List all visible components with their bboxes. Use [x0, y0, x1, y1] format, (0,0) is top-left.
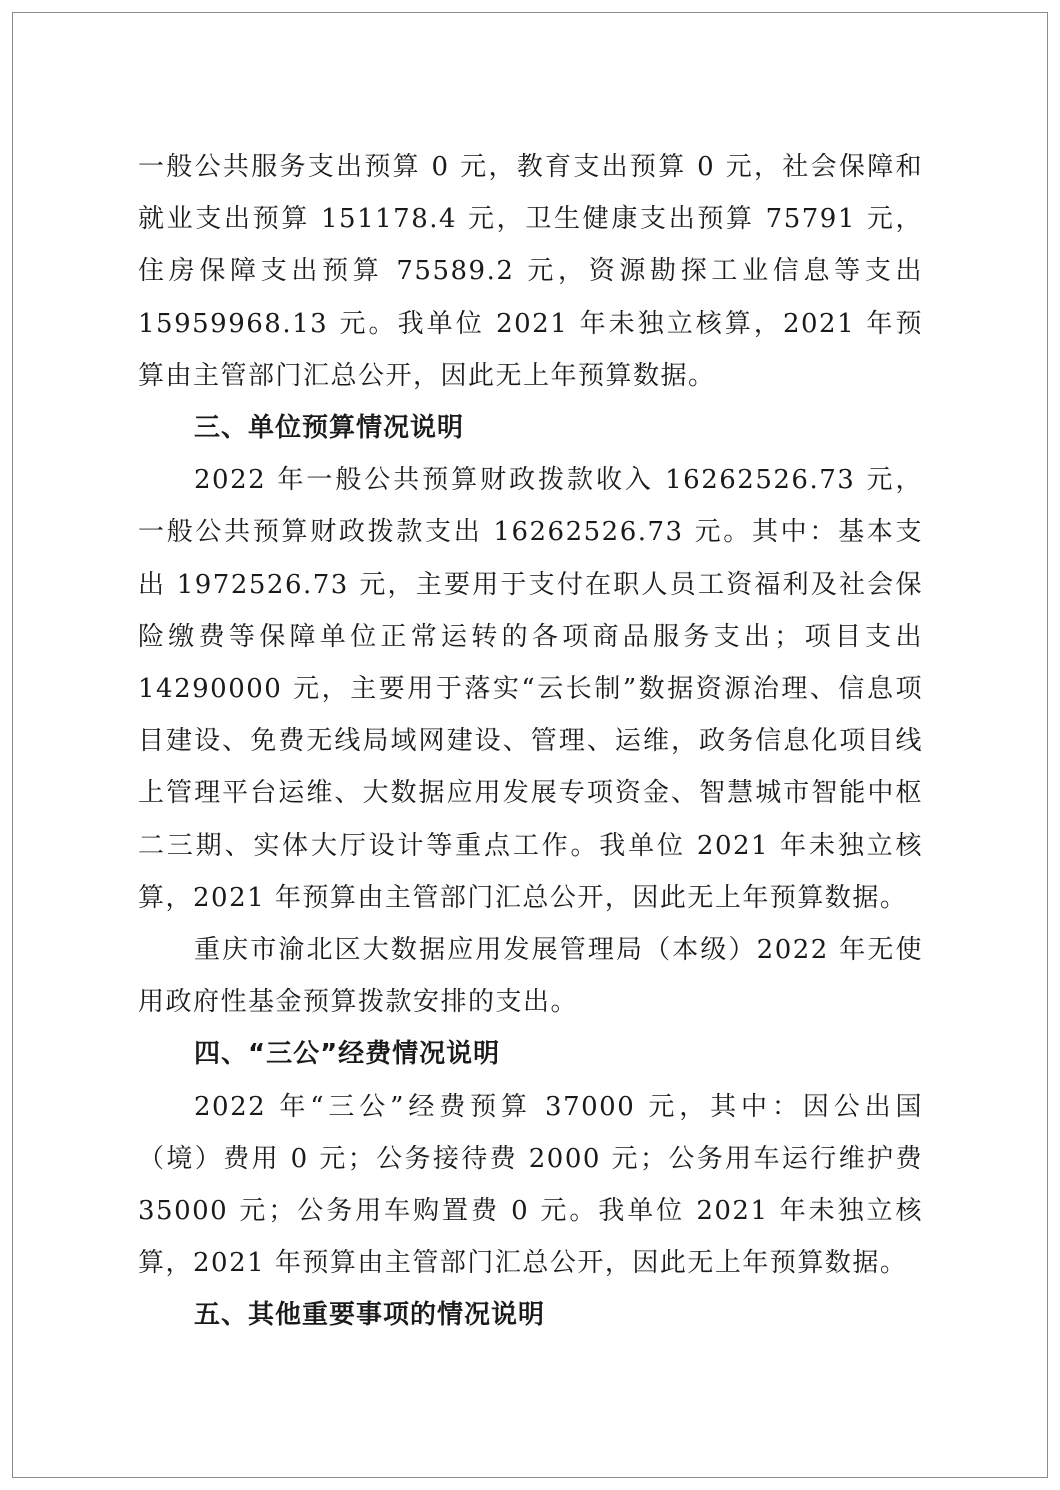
document-body	[138, 141, 923, 1342]
section-heading-5: 五、其他重要事项的情况说明	[194, 1300, 546, 1331]
section-heading-4: 四、“三公”经费情况说明	[194, 1039, 501, 1070]
paragraph-government-fund: 重庆市渝北区大数据应用发展管理局（本级）2022 年无使用政府性基金预算拨款安排的支出。	[138, 935, 923, 1018]
paragraph-unit-budget: 2022 年一般公共预算财政拨款收入 16262526.73 元，一般公共预算财政拨款支出 16262526.73 元。其中：基本支出 1972526.73 元，主要用于支付在职人员工资福利及社会保险缴费等保障单位正常运转的各项商品服务支出；项目支出 14290000 元，主要用于落实“云长制”数据资源治理、信息项目建设、免费无线局域网建设、管理、运维，政务信息化项目线上管理平台运维、大数据应用发展专项资金、智慧城市智能中枢二三期、实体大厅设计等重点工作。我单位 2021 年未独立核算，2021 年预算由主管部门汇总公开，因此无上年预算数据。	[138, 465, 923, 913]
paragraph-expenditure-summary: 一般公共服务支出预算 0 元，教育支出预算 0 元，社会保障和就业支出预算 151178.4 元，卫生健康支出预算 75791 元，住房保障支出预算 75589.2 元，资源勘探工业信息等支出 15959968.13 元。我单位 2021 年未独立核算，2021 年预算由主管部门汇总公开，因此无上年预算数据。	[138, 152, 923, 391]
paragraph-three-public-expenses: 2022 年“三公”经费预算 37000 元，其中：因公出国（境）费用 0 元；公务接待费 2000 元；公务用车运行维护费 35000 元；公务用车购置费 0 元。我单位 2021 年未独立核算，2021 年预算由主管部门汇总公开，因此无上年预算数据。	[138, 1091, 923, 1279]
section-heading-3: 三、单位预算情况说明	[194, 413, 465, 444]
